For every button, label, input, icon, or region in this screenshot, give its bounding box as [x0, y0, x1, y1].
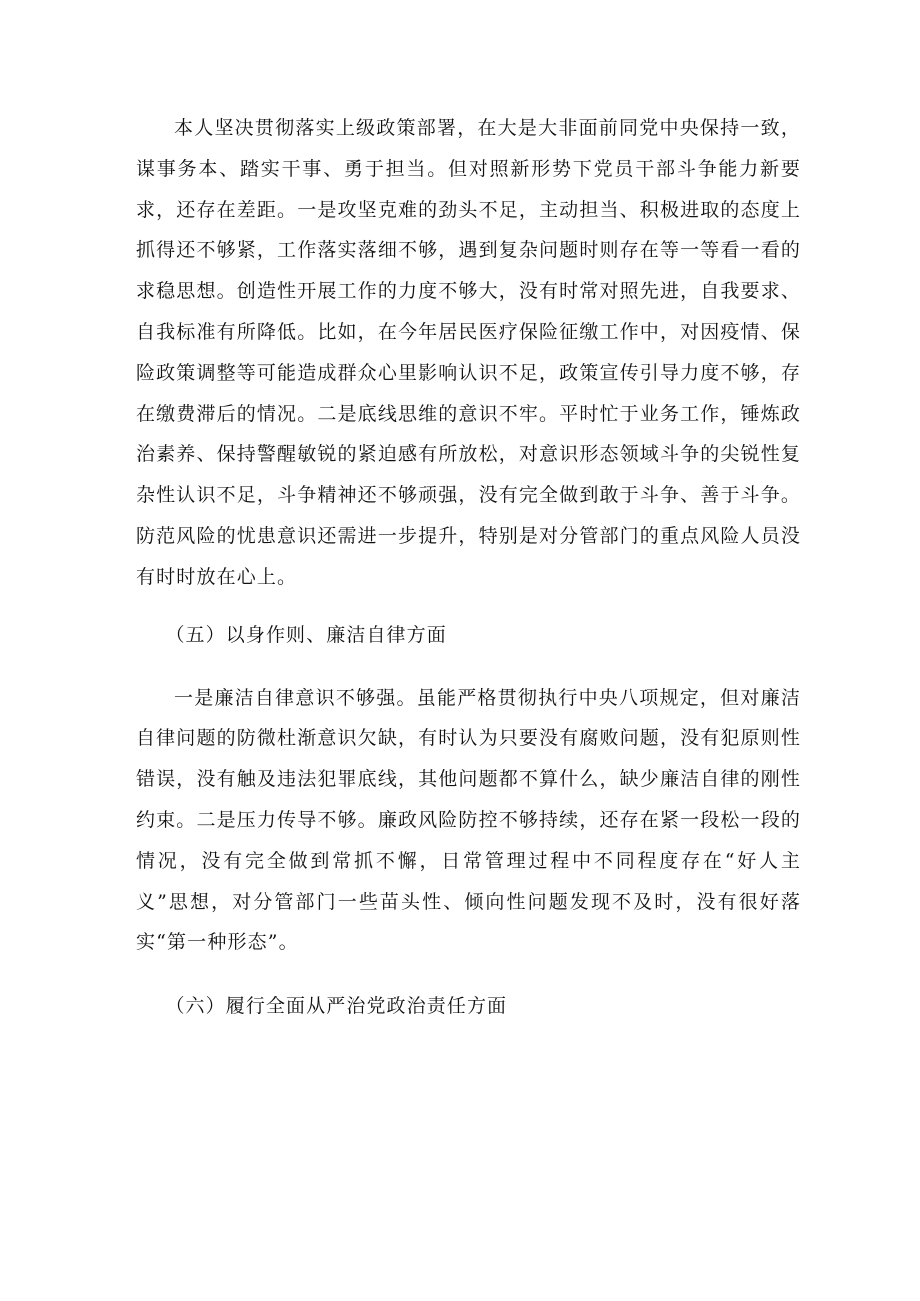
section-heading-party-responsibility: （六）履行全面从严治党政治责任方面: [165, 995, 508, 1018]
document-body: [136, 108, 801, 1026]
body-paragraph-integrity: 一是廉洁自律意识不够强。虽能严格贯彻执行中央八项规定，但对廉洁自律问题的防微杜渐意识欠缺，有时认为只要没有腐败问题，没有犯原则性错误，没有触及违法犯罪底线，其他问题都不算什么，缺少廉洁自律的刚性约束。二是压力传导不够。廉政风险防控不够持续，还存在紧一段松一段的情况，没有完全做到常抓不懈，日常管理过程中不同程度存在“好人主义”思想，对分管部门一些苗头性、倾向性问题发现不及时，没有很好落实“第一种形态”。: [136, 686, 801, 954]
section-heading-integrity: （五）以身作则、廉洁自律方面: [165, 623, 447, 646]
body-paragraph-performance: 本人坚决贯彻落实上级政策部署，在大是大非面前同党中央保持一致，谋事务本、踏实干事、勇于担当。但对照新形势下党员干部斗争能力新要求，还存在差距。一是攻坚克难的劲头不足，主动担当、积极进取的态度上抓得还不够紧，工作落实落细不够，遇到复杂问题时则存在等一等看一看的求稳思想。创造性开展工作的力度不够大，没有时常对照先进，自我要求、自我标准有所降低。比如，在今年居民医疗保险征缴工作中，对因疫情、保险政策调整等可能造成群众心里影响认识不足，政策宣传引导力度不够，存在缴费滞后的情况。二是底线思维的意识不牢。平时忙于业务工作，锤炼政治素养、保持警醒敏锐的紧迫感有所放松，对意识形态领域斗争的尖锐性复杂性认识不足，斗争精神还不够顽强，没有完全做到敢于斗争、善于斗争。防范风险的忧患意识还需进一步提升，特别是对分管部门的重点风险人员没有时时放在心上。: [136, 117, 801, 588]
